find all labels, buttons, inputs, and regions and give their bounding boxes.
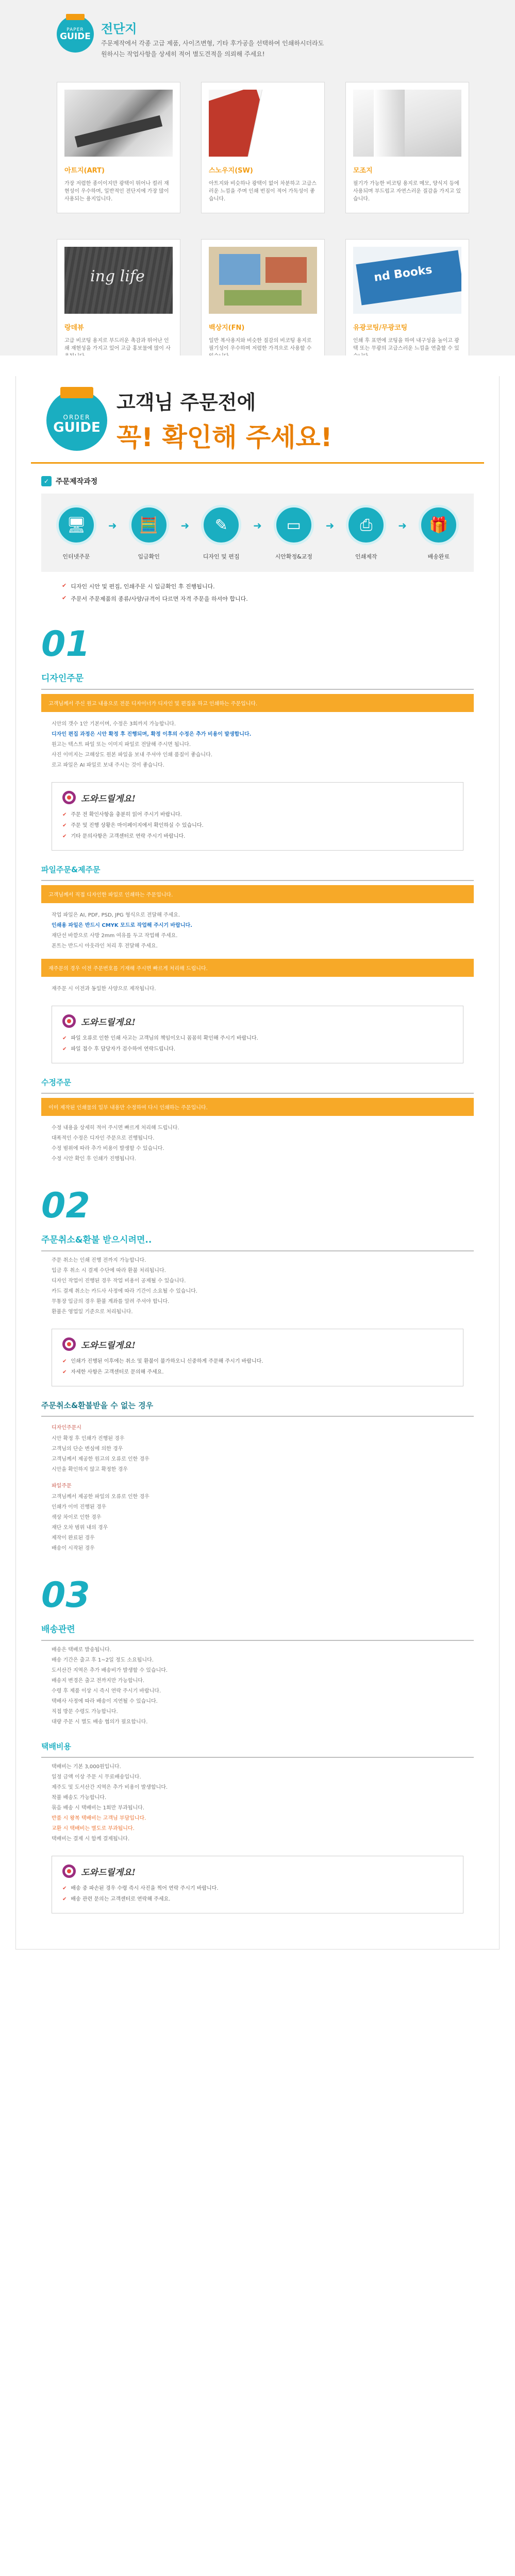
helper-line xyxy=(62,1884,453,1893)
bullet-item: 배송은 택배로 발송됩니다. xyxy=(52,1647,111,1653)
process-title xyxy=(41,476,484,486)
process-step xyxy=(124,505,174,561)
section-rule xyxy=(41,689,474,690)
calculator-icon: 🧮 xyxy=(129,505,169,545)
check-icon: ✔ xyxy=(62,1036,67,1041)
paper-card xyxy=(57,239,180,370)
check-icon: ✔ xyxy=(62,1359,67,1364)
helper-title: 도와드릴게요! xyxy=(81,1340,136,1351)
note-item xyxy=(62,582,463,590)
bullet-item: 환불은 영업일 기준으로 처리됩니다. xyxy=(52,1309,133,1315)
section-rule xyxy=(41,1757,474,1758)
process-step-label: 디자인 및 편집 xyxy=(203,553,240,560)
helper-box xyxy=(52,782,463,851)
note-text: 디자인 시안 및 편집, 인쇄주문 시 입금확인 후 진행됩니다. xyxy=(71,583,215,590)
bullet-item: 수정 시안 확인 후 인쇄가 진행됩니다. xyxy=(52,1156,136,1162)
helper-text: 주문 전 확인사항을 충분히 읽어 주시기 바랍니다. xyxy=(71,812,182,818)
paper-guide-section xyxy=(0,0,515,355)
helper-title: 도와드릴게요! xyxy=(81,1017,136,1028)
bullet-list xyxy=(52,910,463,952)
helper-text: 배송 관련 문의는 고객센터로 연락해 주세요. xyxy=(71,1896,171,1902)
paper-desc: 일반 복사용지와 비슷한 질감의 비코팅 용지로 필기성이 우수하며 저렴한 가격으로 사용할 수 xyxy=(209,338,312,351)
helper-text: 인쇄가 진행된 이후에는 취소 및 환불이 불가하오니 신중하게 주문해 주시기 바랍니다. xyxy=(71,1359,263,1364)
helper-text: 배송 중 파손된 경우 수령 즉시 사진을 찍어 연락 주시기 바랍니다. xyxy=(71,1886,219,1891)
paper-card xyxy=(57,82,180,213)
process-title-text: 주문제작과정 xyxy=(56,478,98,486)
bullet-item: 도서산간 지역은 추가 배송비가 발생할 수 있습니다. xyxy=(52,1668,168,1673)
bullet-item: 재주문 시 이전과 동일한 사양으로 제작됩니다. xyxy=(52,986,156,992)
section-title: 주문취소&환불받을 수 없는 경우 xyxy=(41,1401,154,1410)
bullet-item: 주문 취소는 인쇄 진행 전까지 가능합니다. xyxy=(52,1258,146,1263)
process-step-label: 입금확인 xyxy=(138,553,160,560)
arrow-right-icon: ➜ xyxy=(180,519,190,532)
paper-guide-desc: 원하시는 작업사항을 상세히 적어 별도견적을 의뢰해 주세요! xyxy=(101,50,265,58)
paper-name: 모조지 xyxy=(353,167,373,175)
badge-ribbon xyxy=(60,387,93,398)
bullet-item: 재단 오차 범위 내의 경우 xyxy=(52,1525,108,1531)
paper-image-art xyxy=(64,90,173,157)
helper-logo-icon xyxy=(62,1865,76,1878)
bullet-item: 카드 결제 취소는 카드사 사정에 따라 기간이 소요될 수 있습니다. xyxy=(52,1289,197,1294)
sub-label: 디자인주문시 xyxy=(52,1425,81,1431)
paper-image-baeksang xyxy=(209,247,317,314)
note-item xyxy=(62,595,463,603)
badge-ribbon xyxy=(66,14,85,20)
orange-divider xyxy=(31,462,484,464)
paper-card xyxy=(345,82,469,213)
process-step-label: 인터넷주문 xyxy=(62,553,90,560)
order-title-2: 꼭! 확인해 주세요! xyxy=(117,422,333,452)
helper-box xyxy=(52,1856,463,1913)
info-banner: 이미 제작된 인쇄물의 일부 내용만 수정하여 다시 인쇄하는 주문입니다. xyxy=(41,1098,474,1116)
bullet-item: 시안의 갯수 1안 기본이며, 수정은 3회까지 가능합니다. xyxy=(52,721,176,727)
helper-title: 도와드릴게요! xyxy=(81,793,136,804)
bullet-item: 사진 이미지는 고해상도 원본 파일을 보내 주셔야 인쇄 품질이 좋습니다. xyxy=(52,752,212,758)
helper-text: 주문 및 진행 상황은 마이페이지에서 확인하실 수 있습니다. xyxy=(71,823,204,828)
check-icon: ✔ xyxy=(62,595,67,601)
printer-icon: ⎙ xyxy=(346,505,386,545)
paper-guide-header xyxy=(57,15,458,58)
section-title: 택배비용 xyxy=(41,1742,71,1751)
helper-line xyxy=(62,810,453,819)
section-rule xyxy=(41,1640,474,1641)
paper-image-rendezvous: ing life xyxy=(64,247,173,314)
process-step xyxy=(196,505,246,561)
bullet-item: 디자인 편집 과정은 시안 확정 후 진행되며, 확정 이후의 수정은 추가 비용이 발생합니다. xyxy=(52,732,252,737)
paper-card xyxy=(345,239,469,370)
arrow-right-icon: ➜ xyxy=(108,519,117,532)
helper-line xyxy=(62,832,453,841)
check-icon: ✔ xyxy=(62,834,67,839)
paper-name: 유광코팅/무광코팅 xyxy=(353,324,408,332)
bullet-item: 대폭적인 수정은 디자인 주문으로 진행됩니다. xyxy=(52,1136,155,1141)
badge-small-text: ORDER xyxy=(63,413,91,421)
paper-image-snow xyxy=(209,90,317,157)
bullet-list xyxy=(52,1123,463,1164)
bullet-item: 로고 파일은 AI 파일로 보내 주시는 것이 좋습니다. xyxy=(52,762,164,768)
bullet-item: 배송지 변경은 출고 전까지만 가능합니다. xyxy=(52,1678,145,1684)
helper-head xyxy=(62,1337,453,1351)
check-icon: ✔ xyxy=(62,582,67,589)
helper-line xyxy=(62,1034,453,1043)
paper-desc: 필기가 가능한 비코팅 용지로 메모, 양식지 등에 사용되며 부드럽고 자연스러운 질감을 가지고 있습니다. xyxy=(353,181,461,202)
bullet-item: 반품 시 왕복 택배비는 고객님 부담입니다. xyxy=(52,1816,146,1821)
process-notes xyxy=(62,582,463,603)
section-title: 수정주문 xyxy=(41,1078,71,1087)
process-step xyxy=(269,505,319,561)
check-icon: ✔ xyxy=(62,812,67,818)
paper-guide-desc: 주문제작에서 각종 고급 제품, 사이즈변형, 기타 후가공을 선택하여 인쇄하시더라도 xyxy=(101,40,324,47)
bullet-item: 일정 금액 이상 주문 시 무료배송입니다. xyxy=(52,1774,141,1780)
helper-text: 기타 문의사항은 고객센터로 연락 주시기 바랍니다. xyxy=(71,834,186,839)
bullet-list xyxy=(52,1492,463,1554)
bullet-list xyxy=(52,1256,463,1317)
helper-title: 도와드릴게요! xyxy=(81,1867,136,1878)
process-step xyxy=(52,505,101,561)
bullet-item: 무통장 입금의 경우 환불 계좌를 알려 주셔야 합니다. xyxy=(52,1299,170,1304)
info-banner: 고객님께서 주신 원고 내용으로 전문 디자이너가 디자인 및 편집을 하고 인쇄하는 주문입니다. xyxy=(41,694,474,712)
order-title-1: 고객님 주문전에 xyxy=(117,391,256,414)
helper-line xyxy=(62,1368,453,1377)
arrow-right-icon: ➜ xyxy=(398,519,407,532)
helper-head xyxy=(62,791,453,804)
process-step xyxy=(341,505,391,561)
paper-image-coating: nd Books xyxy=(353,247,461,314)
paper-card xyxy=(201,239,325,370)
helper-logo-icon xyxy=(62,791,76,804)
bullet-item: 수령 후 제품 이상 시 즉시 연락 주시기 바랍니다. xyxy=(52,1688,161,1694)
process-step-label: 인쇄제작 xyxy=(355,553,377,560)
paper-guide-text xyxy=(101,15,324,58)
helper-head xyxy=(62,1865,453,1878)
paper-guide-title: 전단지 xyxy=(101,22,137,36)
check-box-icon: ✓ xyxy=(41,476,52,486)
paper-desc: 고급 비코팅 용지로 부드러운 촉감과 뛰어난 인쇄 재현성을 가지고 있어 고급 홍보물에 많이 사 xyxy=(64,338,171,351)
bullet-item: 인쇄가 이미 진행된 경우 xyxy=(52,1504,107,1510)
section-rule xyxy=(41,880,474,881)
paper-guide-badge xyxy=(57,15,94,53)
helper-logo-icon xyxy=(62,1337,76,1351)
bullet-list xyxy=(52,719,463,771)
process-step xyxy=(414,505,463,561)
bullet-list xyxy=(52,1645,463,1727)
order-guide-badge xyxy=(46,390,107,451)
bullet-item: 시안을 확인하지 않고 확정한 경우 xyxy=(52,1467,128,1472)
paper-name: 랑데뷰 xyxy=(64,324,84,332)
design-icon: ✎ xyxy=(201,505,241,545)
section-rule xyxy=(41,1093,474,1094)
bullet-item: 제작이 완료된 경우 xyxy=(52,1535,95,1541)
helper-line xyxy=(62,1895,453,1904)
bullet-item: 수정 범위에 따라 추가 비용이 발생할 수 있습니다. xyxy=(52,1146,164,1151)
arrow-right-icon: ➜ xyxy=(253,519,262,532)
process-step-label: 배송완료 xyxy=(427,553,450,560)
order-process xyxy=(41,494,474,572)
paper-name: 스노우지(SW) xyxy=(209,167,253,175)
helper-line xyxy=(62,1045,453,1054)
bullet-item: 대량 주문 시 별도 배송 협의가 필요합니다. xyxy=(52,1719,148,1725)
gift-box-icon: 🎁 xyxy=(419,505,459,545)
badge-large-text: GUIDE xyxy=(53,419,101,435)
helper-text: 자세한 사항은 고객센터로 문의해 주세요. xyxy=(71,1369,164,1375)
order-guide-header xyxy=(31,386,484,454)
monitor-icon: 🖥 xyxy=(56,505,96,545)
paper-image-mojo xyxy=(353,90,461,157)
bullet-item: 교환 시 택배비는 별도로 부과됩니다. xyxy=(52,1826,135,1832)
helper-text: 파일 오류로 인한 인쇄 사고는 고객님의 책임이오니 꼼꼼히 확인해 주시기 바랍니다. xyxy=(71,1036,258,1041)
helper-box xyxy=(52,1006,463,1063)
bullet-item: 원고는 텍스트 파일 또는 이미지 파일로 전달해 주시면 됩니다. xyxy=(52,742,191,748)
section-title: 배송관련 xyxy=(41,1624,75,1635)
helper-line xyxy=(62,821,453,830)
check-icon: ✔ xyxy=(62,823,67,828)
bullet-item: 택배비는 기본 3,000원입니다. xyxy=(52,1764,121,1770)
section-rule xyxy=(41,1416,474,1417)
check-icon: ✔ xyxy=(62,1896,67,1902)
helper-box xyxy=(52,1329,463,1386)
bullet-item: 입금 후 취소 시 결제 수단에 따라 환불 처리됩니다. xyxy=(52,1268,166,1274)
bullet-item: 수정 내용을 상세히 적어 주시면 빠르게 처리해 드립니다. xyxy=(52,1125,179,1131)
bullet-item: 폰트는 반드시 아웃라인 처리 후 전달해 주세요. xyxy=(52,943,158,949)
note-text: 주문서 주문제품의 종류/사양/규격이 다르면 자격 주문을 하셔야 합니다. xyxy=(71,596,248,602)
paper-grid xyxy=(57,82,461,370)
paper-desc: 가장 저렴한 종이이지만 광택이 뛰어나 컬러 재현성이 우수하며, 일반적인 전단지에 가장 많이 사용되는 용지입니다. xyxy=(64,181,169,202)
bullet-item: 고객님께서 제공한 파일의 오류로 인한 경우 xyxy=(52,1494,149,1500)
bullet-item: 착불 배송도 가능합니다. xyxy=(52,1795,107,1801)
bullet-item: 배송이 시작된 경우 xyxy=(52,1546,95,1551)
badge-large-text: GUIDE xyxy=(60,31,91,42)
helper-text: 파일 접수 후 담당자가 검수하여 연락드립니다. xyxy=(71,1046,176,1052)
screen-check-icon: ▭ xyxy=(274,505,314,545)
bullet-item: 배송 기간은 출고 후 1~2일 정도 소요됩니다. xyxy=(52,1657,154,1663)
section-number: 02 xyxy=(41,1185,90,1226)
helper-logo-icon xyxy=(62,1014,76,1028)
section-number: 01 xyxy=(41,624,90,665)
bullet-item: 디자인 작업이 진행된 경우 작업 비용이 공제될 수 있습니다. xyxy=(52,1278,186,1284)
bullet-item: 인쇄용 파일은 반드시 CMYK 모드로 작업해 주시기 바랍니다. xyxy=(52,923,192,928)
order-guide-section xyxy=(0,355,515,1955)
section-rule xyxy=(41,1250,474,1251)
section-title: 주문취소&환불 받으시려면.. xyxy=(41,1235,152,1245)
bullet-item: 묶음 배송 시 택배비는 1회만 부과됩니다. xyxy=(52,1805,144,1811)
paper-card xyxy=(201,82,325,213)
bullet-item: 고객님의 단순 변심에 의한 경우 xyxy=(52,1446,123,1452)
section-title: 파일주문&제주문 xyxy=(41,865,101,874)
sub-label: 파일주문 xyxy=(52,1483,72,1489)
section-number: 03 xyxy=(41,1575,90,1616)
info-banner: 재주문의 경우 이전 주문번호를 기재해 주시면 빠르게 처리해 드립니다. xyxy=(41,959,474,977)
badge-small-text: PAPER xyxy=(67,27,84,32)
order-guide-titles xyxy=(117,386,333,454)
bullet-item: 택배사 사정에 따라 배송이 지연될 수 있습니다. xyxy=(52,1699,158,1704)
bullet-item: 시안 확정 후 인쇄가 진행된 경우 xyxy=(52,1436,125,1442)
check-icon: ✔ xyxy=(62,1046,67,1052)
helper-line xyxy=(62,1357,453,1366)
bullet-item: 직접 방문 수령도 가능합니다. xyxy=(52,1709,118,1715)
bullet-item: 고객님께서 제공한 원고의 오류로 인한 경우 xyxy=(52,1456,149,1462)
info-banner: 고객님께서 직접 디자인한 파일로 인쇄하는 주문입니다. xyxy=(41,885,474,903)
check-icon: ✔ xyxy=(62,1369,67,1375)
paper-name: 백상지(FN) xyxy=(209,324,245,332)
helper-head xyxy=(62,1014,453,1028)
bullet-list xyxy=(52,1434,463,1475)
paper-desc: 인쇄 후 표면에 코팅을 하여 내구성을 높이고 광택 또는 무광의 고급스러운 느낌을 연출할 수 있 xyxy=(353,338,459,351)
paper-name: 아트지(ART) xyxy=(64,167,105,175)
check-icon: ✔ xyxy=(62,1886,67,1891)
bullet-item: 작업 파일은 AI, PDF, PSD, JPG 형식으로 전달해 주세요. xyxy=(52,912,180,918)
paper-desc: 아트지와 비슷하나 광택이 없어 차분하고 고급스러운 느낌을 주며 인쇄 번짐이 적어 가독성이 좋습니다. xyxy=(209,181,317,202)
section-title: 디자인주문 xyxy=(41,673,84,684)
bullet-list xyxy=(52,984,463,994)
bullet-item: 택배비는 결제 시 함께 결제됩니다. xyxy=(52,1836,130,1842)
bullet-item: 제주도 및 도서산간 지역은 추가 비용이 발생합니다. xyxy=(52,1785,168,1790)
bullet-item: 색상 차이로 인한 경우 xyxy=(52,1515,102,1520)
arrow-right-icon: ➜ xyxy=(325,519,335,532)
bullet-list xyxy=(52,1762,463,1844)
bullet-item: 재단선 바깥으로 사방 2mm 여유를 두고 작업해 주세요. xyxy=(52,933,178,939)
process-step-label: 시안확정&교정 xyxy=(275,553,312,560)
